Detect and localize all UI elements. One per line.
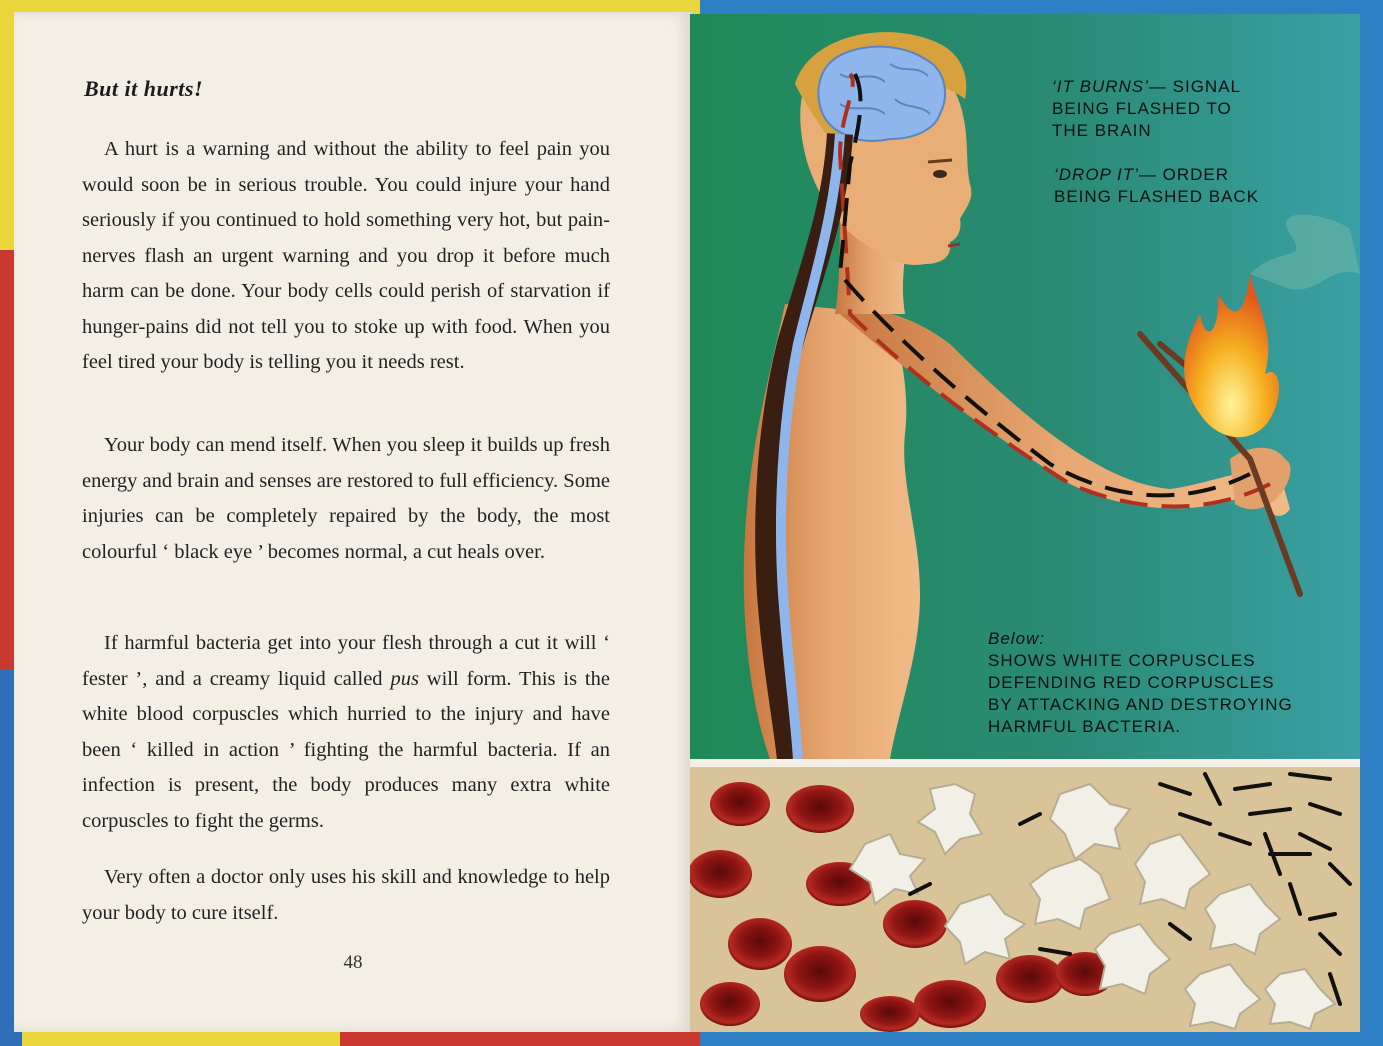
boy-eye — [933, 170, 947, 178]
signal-in-text: — SIGNAL BEING FLASHED TO THE BRAIN — [1052, 77, 1241, 140]
illustration — [690, 14, 1360, 1032]
section-heading: But it hurts! — [84, 76, 204, 101]
boy-mouth — [948, 244, 960, 246]
below-text: SHOWS WHITE CORPUSCLES DEFENDING RED CORPUSCLES BY ATTACKING AND DESTROYING HARMFUL BACTERIA. — [988, 651, 1293, 736]
signal-in-caption — [1052, 76, 1241, 142]
paragraph-3: If harmful bacteria get into your flesh through a cut it will ‘ fester ’, and a creamy liquid called pus will form. This is the white blood corpuscles which hurried to the injury and have been ‘ killed in action ’ fighting the harmful bacteria. If an infection is present, the body produces many extra white corpuscles to fight the germs. — [82, 632, 610, 832]
page-number: 48 — [343, 952, 363, 973]
paragraph-4: Very often a doctor only uses his skill and knowledge to help your body to cure itself. — [82, 866, 610, 924]
signal-out-quote: ‘DROP IT’ — [1054, 165, 1139, 184]
paragraph-1: A hurt is a warning and without the ability to feel pain you would soon be in serious trouble. You could injure your hand seriously if you continued to hold something very hot, but pain-nerves flash an urgent warning and you drop it before much harm can be done. Your body cells could perish of starvation if hunger-pains did not tell you to stoke up with food. When you feel tired your body is telling you it needs rest. — [82, 138, 610, 373]
signal-out-text: — ORDER BEING FLASHED BACK — [1054, 165, 1260, 206]
right-illustration-page — [690, 14, 1360, 1032]
cover-bottom-red-band — [340, 1030, 700, 1046]
left-text-page — [14, 12, 692, 1032]
below-caption — [988, 628, 1293, 738]
below-label: Below: — [988, 629, 1046, 648]
brain — [818, 47, 945, 141]
boy-brow — [928, 160, 952, 162]
panel-divider — [690, 759, 1360, 767]
signal-out-caption — [1054, 164, 1259, 208]
signal-in-quote: ‘IT BURNS’ — [1052, 77, 1149, 96]
paragraph-2: Your body can mend itself. When you sleep it builds up fresh energy and brain and senses are restored to full efficiency. Some injuries can be completely repaired by the body, the most colourful ‘ black eye ’ becomes normal, a cut heals over. — [82, 434, 610, 563]
